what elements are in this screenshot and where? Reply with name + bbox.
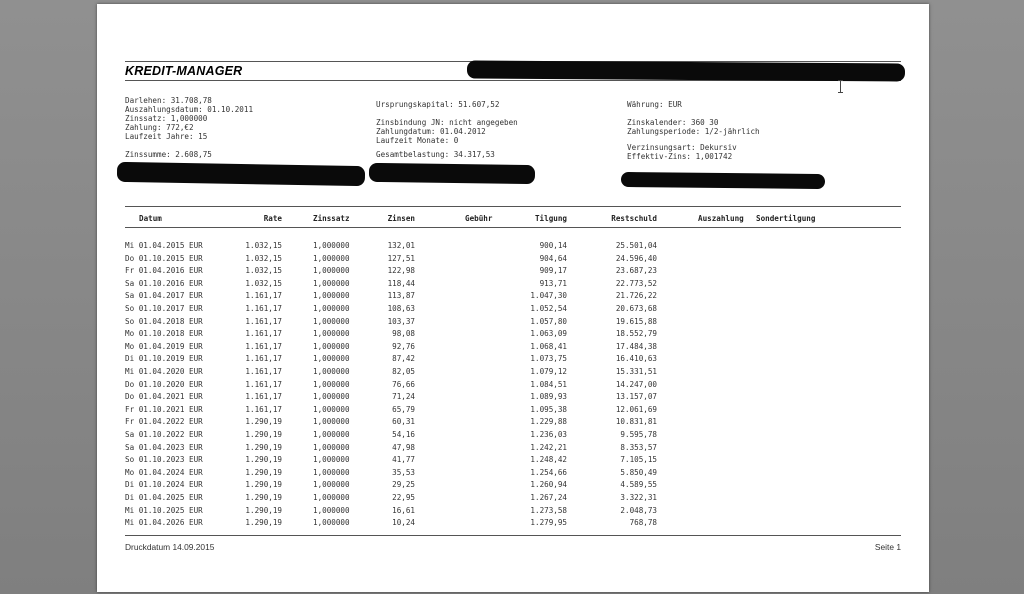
term-months: Laufzeit Monate: 0 [376, 136, 459, 145]
cell-tilgung: 1.073,75 [530, 354, 567, 364]
cell-restschuld: 24.596,40 [615, 253, 657, 263]
summary-mid-top [376, 100, 499, 109]
cell-restschuld: 14.247,00 [615, 379, 657, 389]
document-page [97, 4, 929, 592]
cell-rate: 1.290,19 [245, 417, 282, 427]
cell-restschuld: 5.850,49 [620, 467, 657, 477]
column-datum: Datum [139, 214, 162, 223]
cell-zinssatz: 1,000000 [313, 467, 350, 477]
effective-rate: Effektiv-Zins: 1,001742 [627, 152, 733, 161]
cell-zinsen: 47,98 [392, 442, 415, 452]
cell-zinsen: 82,05 [392, 367, 415, 376]
column-tilgung: Tilgung [534, 214, 567, 223]
table-row [97, 265, 929, 277]
cell-zinsen: 92,76 [392, 341, 415, 351]
cell-restschuld: 9.595,78 [620, 430, 657, 439]
cell-rate: 1.161,17 [245, 354, 282, 364]
cell-tilgung: 1.047,30 [530, 291, 567, 301]
table-row [97, 353, 929, 365]
cell-zinssatz: 1,000000 [313, 341, 350, 351]
document-title: KREDIT-MANAGER [125, 64, 243, 78]
cell-tilgung: 1.052,54 [530, 304, 567, 313]
cell-datum: Fr 01.04.2022 EUR [125, 417, 203, 427]
cell-zinssatz: 1,000000 [313, 253, 350, 263]
print-date: Druckdatum 14.09.2015 [125, 542, 215, 552]
cell-datum: Sa 01.04.2017 EUR [125, 291, 203, 301]
cell-restschuld: 21.726,22 [615, 291, 657, 301]
interest-total: Zinssumme: 2.608,75 [125, 150, 212, 159]
cell-zinsen: 108,63 [387, 304, 415, 313]
cell-zinssatz: 1,000000 [313, 354, 350, 364]
table-row [97, 416, 929, 428]
cell-datum: Fr 01.04.2016 EUR [125, 266, 203, 276]
cell-tilgung: 1.279,95 [530, 518, 567, 528]
cell-restschuld: 3.322,31 [620, 493, 657, 502]
cell-zinssatz: 1,000000 [313, 278, 350, 288]
rate-lock: Zinsbindung JN: nicht angegeben [376, 118, 518, 127]
table-row [97, 492, 929, 504]
cell-tilgung: 1.068,41 [530, 341, 567, 351]
term-years: Laufzeit Jahre: 15 [125, 132, 208, 141]
table-row [97, 290, 929, 302]
table-row [97, 391, 929, 403]
cell-rate: 1.161,17 [245, 404, 282, 414]
cell-rate: 1.032,15 [245, 266, 282, 276]
cell-tilgung: 1.236,03 [530, 430, 567, 439]
cell-tilgung: 1.248,42 [530, 455, 567, 465]
cell-tilgung: 1.242,21 [530, 442, 567, 452]
cell-zinssatz: 1,000000 [313, 304, 350, 313]
cell-rate: 1.032,15 [245, 253, 282, 263]
cell-restschuld: 17.484,38 [615, 341, 657, 351]
cell-tilgung: 1.229,88 [530, 417, 567, 427]
cell-datum: Di 01.10.2019 EUR [125, 354, 203, 364]
cell-zinssatz: 1,000000 [313, 367, 350, 376]
table-row [97, 240, 929, 252]
cell-zinsen: 41,77 [392, 455, 415, 465]
cell-zinssatz: 1,000000 [313, 241, 350, 250]
cell-zinssatz: 1,000000 [313, 379, 350, 389]
cell-zinsen: 76,66 [392, 379, 415, 389]
summary-mid [376, 118, 518, 145]
text-cursor-icon [840, 80, 841, 93]
cell-zinsen: 29,25 [392, 480, 415, 490]
table-row [97, 253, 929, 265]
cell-zinsen: 113,87 [387, 291, 415, 301]
table-row [97, 517, 929, 529]
payout-date: Auszahlungsdatum: 01.10.2011 [125, 105, 254, 114]
table-row [97, 316, 929, 328]
redaction-mid [369, 163, 535, 184]
cell-rate: 1.290,19 [245, 493, 282, 502]
loan-amount: Darlehen: 31.708,78 [125, 96, 212, 105]
payment-period: Zahlungsperiode: 1/2-jährlich [627, 127, 760, 136]
compounding-type: Verzinsungsart: Dekursiv [627, 143, 737, 152]
cell-rate: 1.032,15 [245, 278, 282, 288]
summary-right-bottom [627, 143, 737, 161]
table-row [97, 442, 929, 454]
cell-zinsen: 87,42 [392, 354, 415, 364]
cell-restschuld: 7.105,15 [620, 455, 657, 465]
cell-zinssatz: 1,000000 [313, 480, 350, 490]
cell-datum: Do 01.10.2020 EUR [125, 379, 203, 389]
table-row [97, 328, 929, 340]
redaction-header [467, 60, 905, 81]
cell-datum: Mo 01.04.2019 EUR [125, 341, 203, 351]
cell-tilgung: 1.057,80 [530, 316, 567, 326]
cell-zinsen: 132,01 [387, 241, 415, 250]
payment: Zahlung: 772,€2 [125, 123, 194, 132]
cell-restschuld: 16.410,63 [615, 354, 657, 364]
cell-zinssatz: 1,000000 [313, 316, 350, 326]
table-row [97, 341, 929, 353]
cell-datum: Di 01.04.2025 EUR [125, 493, 203, 502]
cell-zinssatz: 1,000000 [313, 442, 350, 452]
cell-tilgung: 1.089,93 [530, 392, 567, 402]
redaction-left [117, 162, 365, 186]
cell-zinsen: 35,53 [392, 467, 415, 477]
cell-zinsen: 60,31 [392, 417, 415, 427]
cell-restschuld: 19.615,88 [615, 316, 657, 326]
column-auszahlung: Auszahlung [698, 214, 744, 223]
cell-restschuld: 23.687,23 [615, 266, 657, 276]
cell-restschuld: 2.048,73 [620, 505, 657, 515]
cell-tilgung: 909,17 [539, 266, 567, 276]
cell-zinsen: 103,37 [387, 316, 415, 326]
table-row [97, 505, 929, 517]
cell-zinssatz: 1,000000 [313, 404, 350, 414]
cell-zinsen: 10,24 [392, 518, 415, 528]
redaction-right [621, 172, 825, 189]
table-row [97, 454, 929, 466]
cell-datum: Mo 01.04.2024 EUR [125, 467, 203, 477]
cell-tilgung: 1.254,66 [530, 467, 567, 477]
cell-rate: 1.161,17 [245, 367, 282, 376]
summary-right [627, 118, 760, 136]
cell-zinsen: 98,08 [392, 329, 415, 339]
interest-rate: Zinssatz: 1,000000 [125, 114, 208, 123]
cell-zinssatz: 1,000000 [313, 430, 350, 439]
cell-rate: 1.290,19 [245, 467, 282, 477]
column-zinsen: Zinsen [387, 214, 415, 223]
column-rate: Rate [263, 214, 282, 223]
table-row [97, 479, 929, 491]
cell-tilgung: 1.273,58 [530, 505, 567, 515]
table-header-rule [125, 227, 901, 228]
cell-rate: 1.161,17 [245, 392, 282, 402]
cell-datum: Mi 01.04.2020 EUR [125, 367, 203, 376]
cell-zinsen: 71,24 [392, 392, 415, 402]
cell-rate: 1.290,19 [245, 505, 282, 515]
cell-tilgung: 913,71 [539, 278, 567, 288]
cell-rate: 1.032,15 [245, 241, 282, 250]
cell-datum: So 01.10.2023 EUR [125, 455, 203, 465]
cell-restschuld: 25.501,04 [615, 241, 657, 250]
cell-tilgung: 900,14 [539, 241, 567, 250]
cell-rate: 1.161,17 [245, 304, 282, 313]
cell-restschuld: 15.331,51 [615, 367, 657, 376]
total-charge: Gesamtbelastung: 34.317,53 [376, 150, 495, 159]
cell-datum: Do 01.04.2021 EUR [125, 392, 203, 402]
cell-restschuld: 13.157,07 [615, 392, 657, 402]
cell-restschuld: 10.831,81 [615, 417, 657, 427]
cell-rate: 1.290,19 [245, 430, 282, 439]
cell-datum: Do 01.10.2015 EUR [125, 253, 203, 263]
cell-rate: 1.161,17 [245, 379, 282, 389]
cell-rate: 1.161,17 [245, 329, 282, 339]
cell-tilgung: 1.267,24 [530, 493, 567, 502]
original-capital: Ursprungskapital: 51.607,52 [376, 100, 500, 109]
table-row [97, 467, 929, 479]
page-number: Seite 1 [874, 542, 901, 552]
table-row [97, 429, 929, 441]
cell-tilgung: 1.084,51 [530, 379, 567, 389]
cell-rate: 1.290,19 [245, 480, 282, 490]
cell-restschuld: 18.552,79 [615, 329, 657, 339]
cell-datum: Mi 01.10.2025 EUR [125, 505, 203, 515]
cell-tilgung: 1.063,09 [530, 329, 567, 339]
cell-rate: 1.161,17 [245, 291, 282, 301]
cell-restschuld: 22.773,52 [615, 278, 657, 288]
table-row [97, 278, 929, 290]
table-row [97, 404, 929, 416]
cell-zinssatz: 1,000000 [313, 392, 350, 402]
cell-rate: 1.290,19 [245, 518, 282, 528]
cell-restschuld: 768,78 [629, 518, 657, 528]
summary-left [125, 96, 253, 141]
cell-zinssatz: 1,000000 [313, 493, 350, 502]
cell-datum: Mo 01.10.2018 EUR [125, 329, 203, 339]
payment-date: Zahlungdatum: 01.04.2012 [376, 127, 486, 136]
interest-calendar: Zinskalender: 360 30 [627, 118, 719, 127]
column-sondertilgung: Sondertilgung [756, 214, 816, 223]
table-row [97, 379, 929, 391]
cell-tilgung: 1.079,12 [530, 367, 567, 376]
cell-zinssatz: 1,000000 [313, 518, 350, 528]
footer-rule [125, 535, 901, 536]
cell-zinsen: 16,61 [392, 505, 415, 515]
cell-rate: 1.161,17 [245, 316, 282, 326]
currency: Währung: EUR [627, 100, 682, 109]
cell-datum: Fr 01.10.2021 EUR [125, 404, 203, 414]
table-row [97, 366, 929, 378]
cell-datum: So 01.10.2017 EUR [125, 304, 203, 313]
cell-zinsen: 118,44 [387, 278, 415, 288]
cell-zinssatz: 1,000000 [313, 329, 350, 339]
cell-zinsen: 122,98 [387, 266, 415, 276]
cell-restschuld: 12.061,69 [615, 404, 657, 414]
cell-zinsen: 127,51 [387, 253, 415, 263]
column-gebuehr: Gebühr [465, 214, 493, 223]
cell-tilgung: 904,64 [539, 253, 567, 263]
column-zinssatz: Zinssatz [313, 214, 350, 223]
cell-rate: 1.290,19 [245, 455, 282, 465]
cell-datum: Mi 01.04.2015 EUR [125, 241, 203, 250]
cell-datum: Di 01.10.2024 EUR [125, 480, 203, 490]
cell-restschuld: 4.589,55 [620, 480, 657, 490]
cell-rate: 1.290,19 [245, 442, 282, 452]
cell-zinssatz: 1,000000 [313, 266, 350, 276]
cell-rate: 1.161,17 [245, 341, 282, 351]
cell-datum: So 01.04.2018 EUR [125, 316, 203, 326]
column-restschuld: Restschuld [611, 214, 657, 223]
cell-zinsen: 22,95 [392, 493, 415, 502]
table-row [97, 303, 929, 315]
cell-datum: Sa 01.10.2022 EUR [125, 430, 203, 439]
cell-zinssatz: 1,000000 [313, 417, 350, 427]
cell-restschuld: 20.673,68 [615, 304, 657, 313]
cell-tilgung: 1.095,38 [530, 404, 567, 414]
cell-zinssatz: 1,000000 [313, 291, 350, 301]
cell-zinssatz: 1,000000 [313, 505, 350, 515]
cell-zinsen: 65,79 [392, 404, 415, 414]
cell-tilgung: 1.260,94 [530, 480, 567, 490]
cell-datum: Sa 01.04.2023 EUR [125, 442, 203, 452]
table-top-rule [125, 206, 901, 207]
cell-zinsen: 54,16 [392, 430, 415, 439]
cell-zinssatz: 1,000000 [313, 455, 350, 465]
cell-datum: Mi 01.04.2026 EUR [125, 518, 203, 528]
cell-restschuld: 8.353,57 [620, 442, 657, 452]
cell-datum: Sa 01.10.2016 EUR [125, 278, 203, 288]
